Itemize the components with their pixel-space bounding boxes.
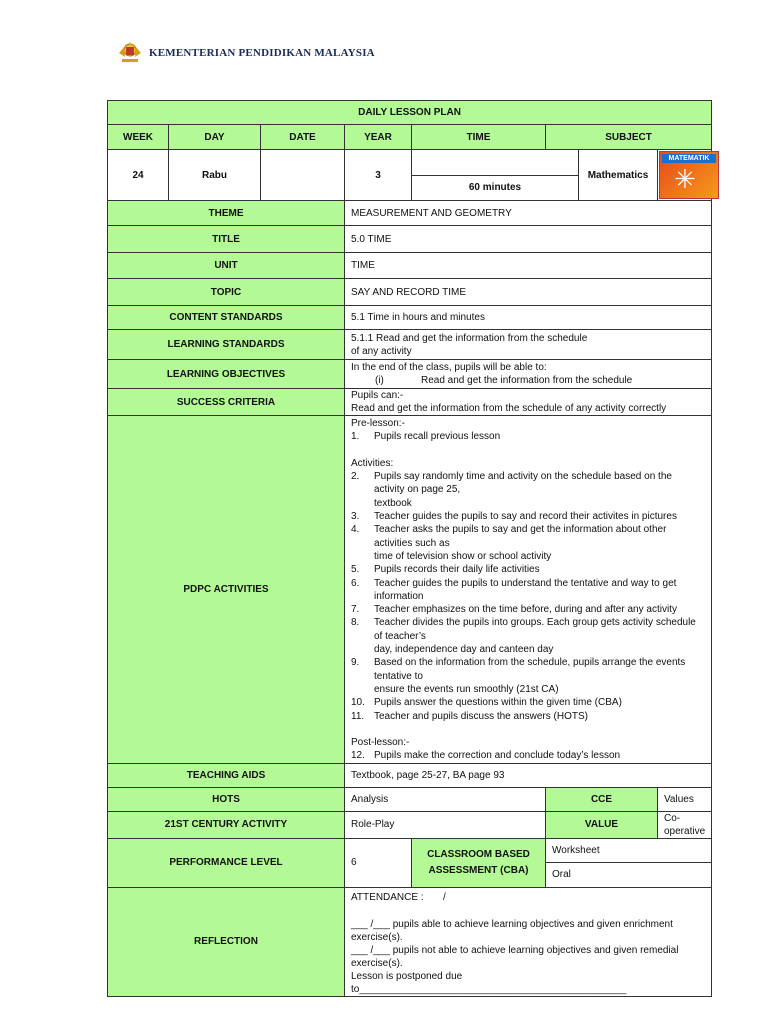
textbook-title: MATEMATIK [662, 154, 716, 163]
list-item: 9. Based on the information from the schedule, pupils arrange the events tentative to ensure the events run smoothly (21st CA) [351, 657, 686, 695]
topic-value: SAY AND RECORD TIME [345, 279, 712, 306]
objective-text: Read and get the information from the schedule [421, 375, 633, 386]
pdpc-label: PDPC ACTIVITIES [108, 416, 345, 764]
list-item: 3. Teacher guides the pupils to say and record their activites in pictures [351, 511, 677, 523]
crest-icon [117, 41, 143, 65]
teaching-aids-value: Textbook, page 25-27, BA page 93 [345, 763, 712, 787]
hots-label: HOTS [108, 787, 345, 811]
theme-label: THEME [108, 201, 345, 226]
value-label: VALUE [546, 811, 658, 838]
ministry-header [117, 40, 375, 66]
plan-title: DAILY LESSON PLAN [108, 101, 712, 125]
teaching-aids-label: TEACHING AIDS [108, 763, 345, 787]
success-criteria-line2: Read and get the information from the schedule of any activity correctly [351, 403, 667, 414]
week-header: WEEK [108, 125, 169, 150]
time-duration: 60 minutes [468, 182, 522, 194]
textbook-image [659, 151, 719, 199]
cba-oral: Oral [552, 869, 571, 881]
list-item: 2. Pupils say randomly time and activity on the schedule based on the activity on page 25, textbook [351, 471, 672, 509]
subject-value: Mathematics [579, 150, 658, 201]
title-label: TITLE [108, 226, 345, 253]
list-item: 7. Teacher emphasizes on the time before, during and after any activity [351, 604, 677, 616]
objective-number: (i) [375, 375, 384, 386]
cce-value: Values [658, 787, 712, 811]
reflection-line2: ___ /___ pupils not able to achieve learning objectives and given remedial exercise(s). [351, 944, 679, 969]
learning-objectives-value [345, 360, 712, 389]
cba-label: CLASSROOM BASED ASSESSMENT (CBA) [412, 838, 546, 887]
unit-label: UNIT [108, 253, 345, 279]
learning-objectives-label: LEARNING OBJECTIVES [108, 360, 345, 389]
post-lesson-heading: Post-lesson:- [351, 737, 410, 749]
reflection-value [345, 887, 712, 996]
pre-lesson-heading: Pre-lesson:- [351, 418, 405, 429]
day-value: Rabu [169, 150, 261, 201]
cba-worksheet: Worksheet [546, 839, 711, 864]
date-header: DATE [261, 125, 345, 150]
list-item: 4. Teacher asks the pupils to say and get the information about other activities such as time of television show or school activity [351, 524, 667, 562]
star-icon: ✳ [674, 164, 696, 194]
list-item: 11. Teacher and pupils discuss the answers (HOTS) [351, 710, 588, 722]
theme-value: MEASUREMENT AND GEOMETRY [345, 201, 712, 226]
success-criteria-line1: Pupils can:- [351, 390, 404, 401]
success-criteria-value [345, 389, 712, 416]
subject-header: SUBJECT [546, 125, 712, 150]
year-header: YEAR [345, 125, 412, 150]
performance-level-value: 6 [345, 838, 412, 887]
hots-value: Analysis [345, 787, 546, 811]
title-value: 5.0 TIME [345, 226, 712, 253]
time-top [412, 150, 578, 176]
learning-standards-line1: 5.1.1 Read and get the information from the schedule [351, 332, 588, 344]
time-header: TIME [412, 125, 546, 150]
list-item: 5. Pupils records their daily life activities [351, 564, 540, 576]
success-criteria-label: SUCCESS CRITERIA [108, 389, 345, 416]
list-item: 10. Pupils answer the questions within the given time (CBA) [351, 697, 622, 709]
learning-standards-label: LEARNING STANDARDS [108, 330, 345, 360]
list-item: 8. Teacher divides the pupils into groups. Each group gets activity schedule of teacher’s day, independence day and canteen day [351, 617, 696, 656]
list-item: 12. Pupils make the correction and conclude today’s lesson [351, 750, 621, 762]
reflection-line3: Lesson is postponed due to________________________________________________ [351, 970, 627, 995]
value-value: Co-operative [658, 811, 712, 838]
ministry-name: KEMENTERIAN PENDIDIKAN MALAYSIA [149, 47, 375, 59]
year-value: 3 [345, 150, 412, 201]
unit-value: TIME [345, 253, 712, 279]
time-cell [412, 150, 579, 201]
century-activity-label: 21ST CENTURY ACTIVITY [108, 811, 345, 838]
textbook-cover [658, 150, 712, 201]
performance-level-label: PERFORMANCE LEVEL [108, 838, 345, 887]
century-activity-value: Role-Play [345, 811, 546, 838]
learning-objectives-intro: In the end of the class, pupils will be able to: [351, 362, 547, 373]
cba-items [546, 838, 712, 887]
reflection-label: REFLECTION [108, 887, 345, 996]
topic-label: TOPIC [108, 279, 345, 306]
reflection-line1: ___ /___ pupils able to achieve learning objectives and given enrichment exercise(s). [351, 918, 673, 943]
date-value [261, 150, 345, 201]
list-item: 6. Teacher guides the pupils to understand the tentative and way to get information [351, 577, 677, 602]
content-standards-value: 5.1 Time in hours and minutes [345, 306, 712, 330]
learning-standards-value [345, 330, 712, 360]
learning-standards-line2: of any activity [351, 345, 412, 357]
day-header: DAY [169, 125, 261, 150]
list-item: 1. Pupils recall previous lesson [351, 431, 501, 443]
content-standards-label: CONTENT STANDARDS [108, 306, 345, 330]
attendance-line: ATTENDANCE : / [351, 891, 446, 903]
cce-label: CCE [546, 787, 658, 811]
week-value: 24 [108, 150, 169, 201]
activities-heading: Activities: [351, 457, 394, 469]
pdpc-activities [345, 416, 712, 764]
lesson-plan-table [107, 100, 712, 997]
